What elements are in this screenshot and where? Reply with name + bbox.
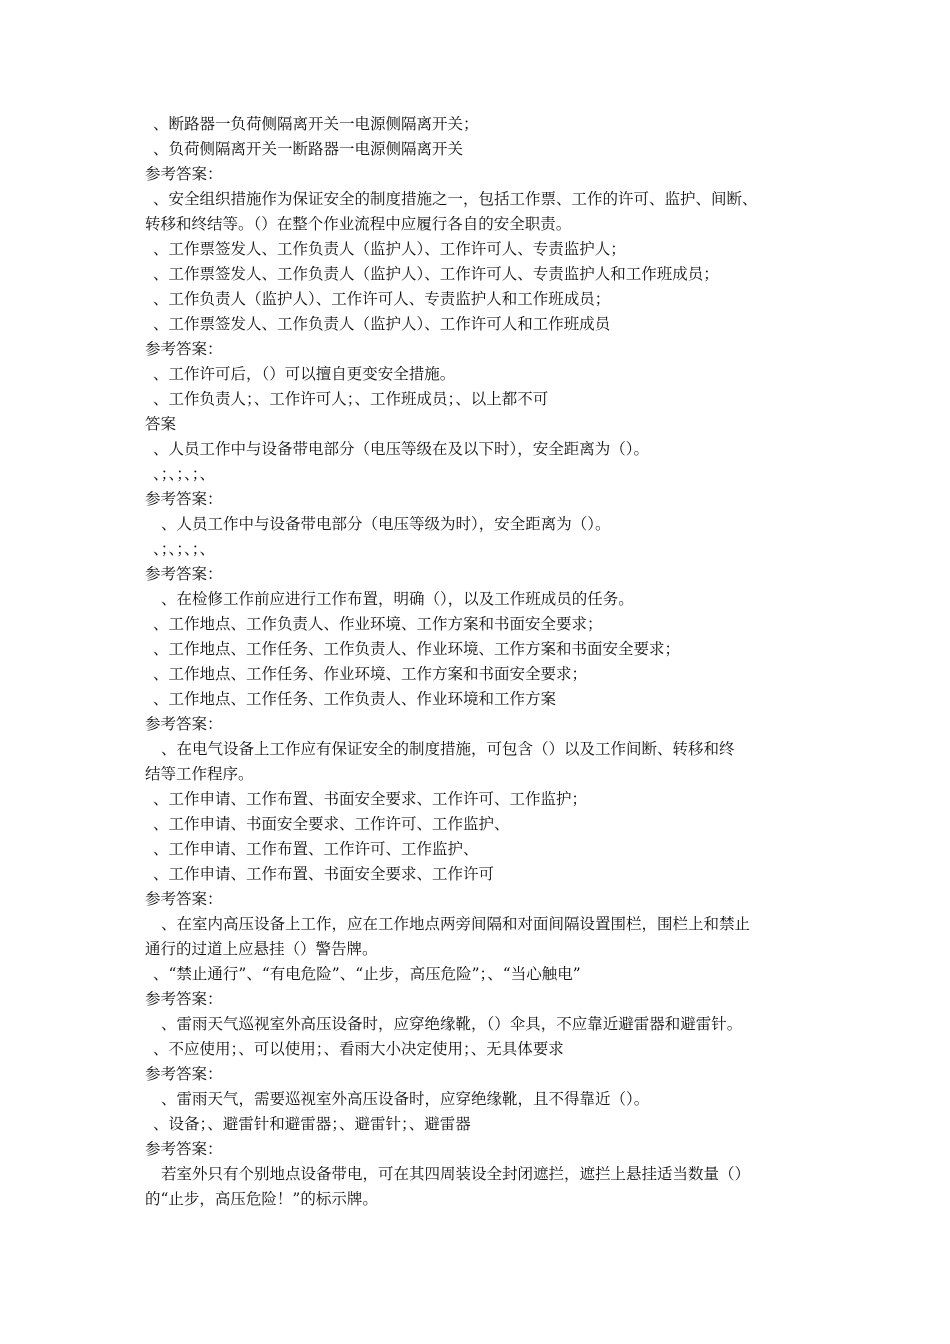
text-line: 通行的过道上应悬挂（）警告牌。 <box>145 940 378 958</box>
answer-label: 参考答案： <box>145 890 223 908</box>
text-line: 、“禁止通行”、“有电危险”、“止步，高压危险”；、“当心触电” <box>153 965 581 983</box>
text-line: 、工作申请、工作布置、书面安全要求、工作许可 <box>153 865 495 883</box>
text-line: 、人员工作中与设备带电部分（电压等级为时），安全距离为（）。 <box>161 515 611 533</box>
text-line: 、工作地点、工作任务、工作负责人、作业环境、工作方案和书面安全要求； <box>153 640 681 658</box>
text-line: 、；、；、；、 <box>153 465 216 483</box>
text-line: 结等工作程序。 <box>145 765 254 783</box>
text-line: 、工作负责人（监护人）、工作许可人、专责监护人和工作班成员； <box>153 290 611 308</box>
text-line: 转移和终结等。（）在整个作业流程中应履行各自的安全职责。 <box>145 215 572 233</box>
text-line: 、雷雨天气，需要巡视室外高压设备时，应穿绝缘靴，且不得靠近（）。 <box>161 1090 650 1108</box>
text-line: 、工作地点、工作任务、作业环境、工作方案和书面安全要求； <box>153 665 588 683</box>
document-body <box>145 112 820 1212</box>
answer-label: 参考答案： <box>145 340 223 358</box>
text-line: 、工作票签发人、工作负责人（监护人）、工作许可人、专责监护人； <box>153 240 626 258</box>
text-line: 的“止步，高压危险！”的标示牌。 <box>145 1190 378 1208</box>
text-line: 、雷雨天气巡视室外高压设备时，应穿绝缘靴，（）伞具，不应靠近避雷器和避雷针。 <box>161 1015 743 1033</box>
text-line: 、工作地点、工作负责人、作业环境、工作方案和书面安全要求； <box>153 615 603 633</box>
text-line: 、；、；、；、 <box>153 540 216 558</box>
text-line: 、工作地点、工作任务、工作负责人、作业环境和工作方案 <box>153 690 557 708</box>
text-line: 、人员工作中与设备带电部分（电压等级在及以下时），安全距离为（）。 <box>153 440 650 458</box>
text-line: 、工作票签发人、工作负责人（监护人）、工作许可人和工作班成员 <box>153 315 611 333</box>
text-line: 、工作许可后，（）可以擅自更变安全措施。 <box>153 365 456 383</box>
text-line: 若室外只有个别地点设备带电，可在其四周装设全封闭遮拦，遮拦上悬挂适当数量（） <box>161 1165 751 1183</box>
text-line: 、在检修工作前应进行工作布置，明确（），以及工作班成员的任务。 <box>161 590 634 608</box>
text-line: 、在室内高压设备上工作，应在工作地点两旁间隔和对面间隔设置围栏，围栏上和禁止 <box>161 915 751 933</box>
text-line: 、设备；、避雷针和避雷器；、避雷针；、避雷器 <box>153 1115 471 1133</box>
text-line: 、在电气设备上工作应有保证安全的制度措施，可包含（）以及工作间断、转移和终 <box>161 740 735 758</box>
text-line: 、工作申请、工作布置、书面安全要求、工作许可、工作监护； <box>153 790 588 808</box>
text-line: 、工作负责人；、工作许可人；、工作班成员；、以上都不可 <box>153 390 549 408</box>
text-line: 、工作申请、工作布置、工作许可、工作监护、 <box>153 840 479 858</box>
text-line: 、断路器一负荷侧隔离开关一电源侧隔离开关； <box>153 115 479 133</box>
answer-label: 参考答案： <box>145 1065 223 1083</box>
answer-label: 参考答案： <box>145 990 223 1008</box>
text-line: 、工作票签发人、工作负责人（监护人）、工作许可人、专责监护人和工作班成员； <box>153 265 719 283</box>
answer-label: 参考答案： <box>145 565 223 583</box>
answer-label: 参考答案： <box>145 165 223 183</box>
text-line: 、安全组织措施作为保证安全的制度措施之一，包括工作票、工作的许可、监护、间断、 <box>153 190 758 208</box>
text-line: 、不应使用；、可以使用；、看雨大小决定使用；、无具体要求 <box>153 1040 564 1058</box>
text-line: 、负荷侧隔离开关一断路器一电源侧隔离开关 <box>153 140 464 158</box>
answer-label: 参考答案： <box>145 490 223 508</box>
text-line: 、工作申请、书面安全要求、工作许可、工作监护、 <box>153 815 510 833</box>
answer-label: 参考答案： <box>145 715 223 733</box>
text-line: 答案 <box>145 415 177 433</box>
answer-label: 参考答案： <box>145 1140 223 1158</box>
